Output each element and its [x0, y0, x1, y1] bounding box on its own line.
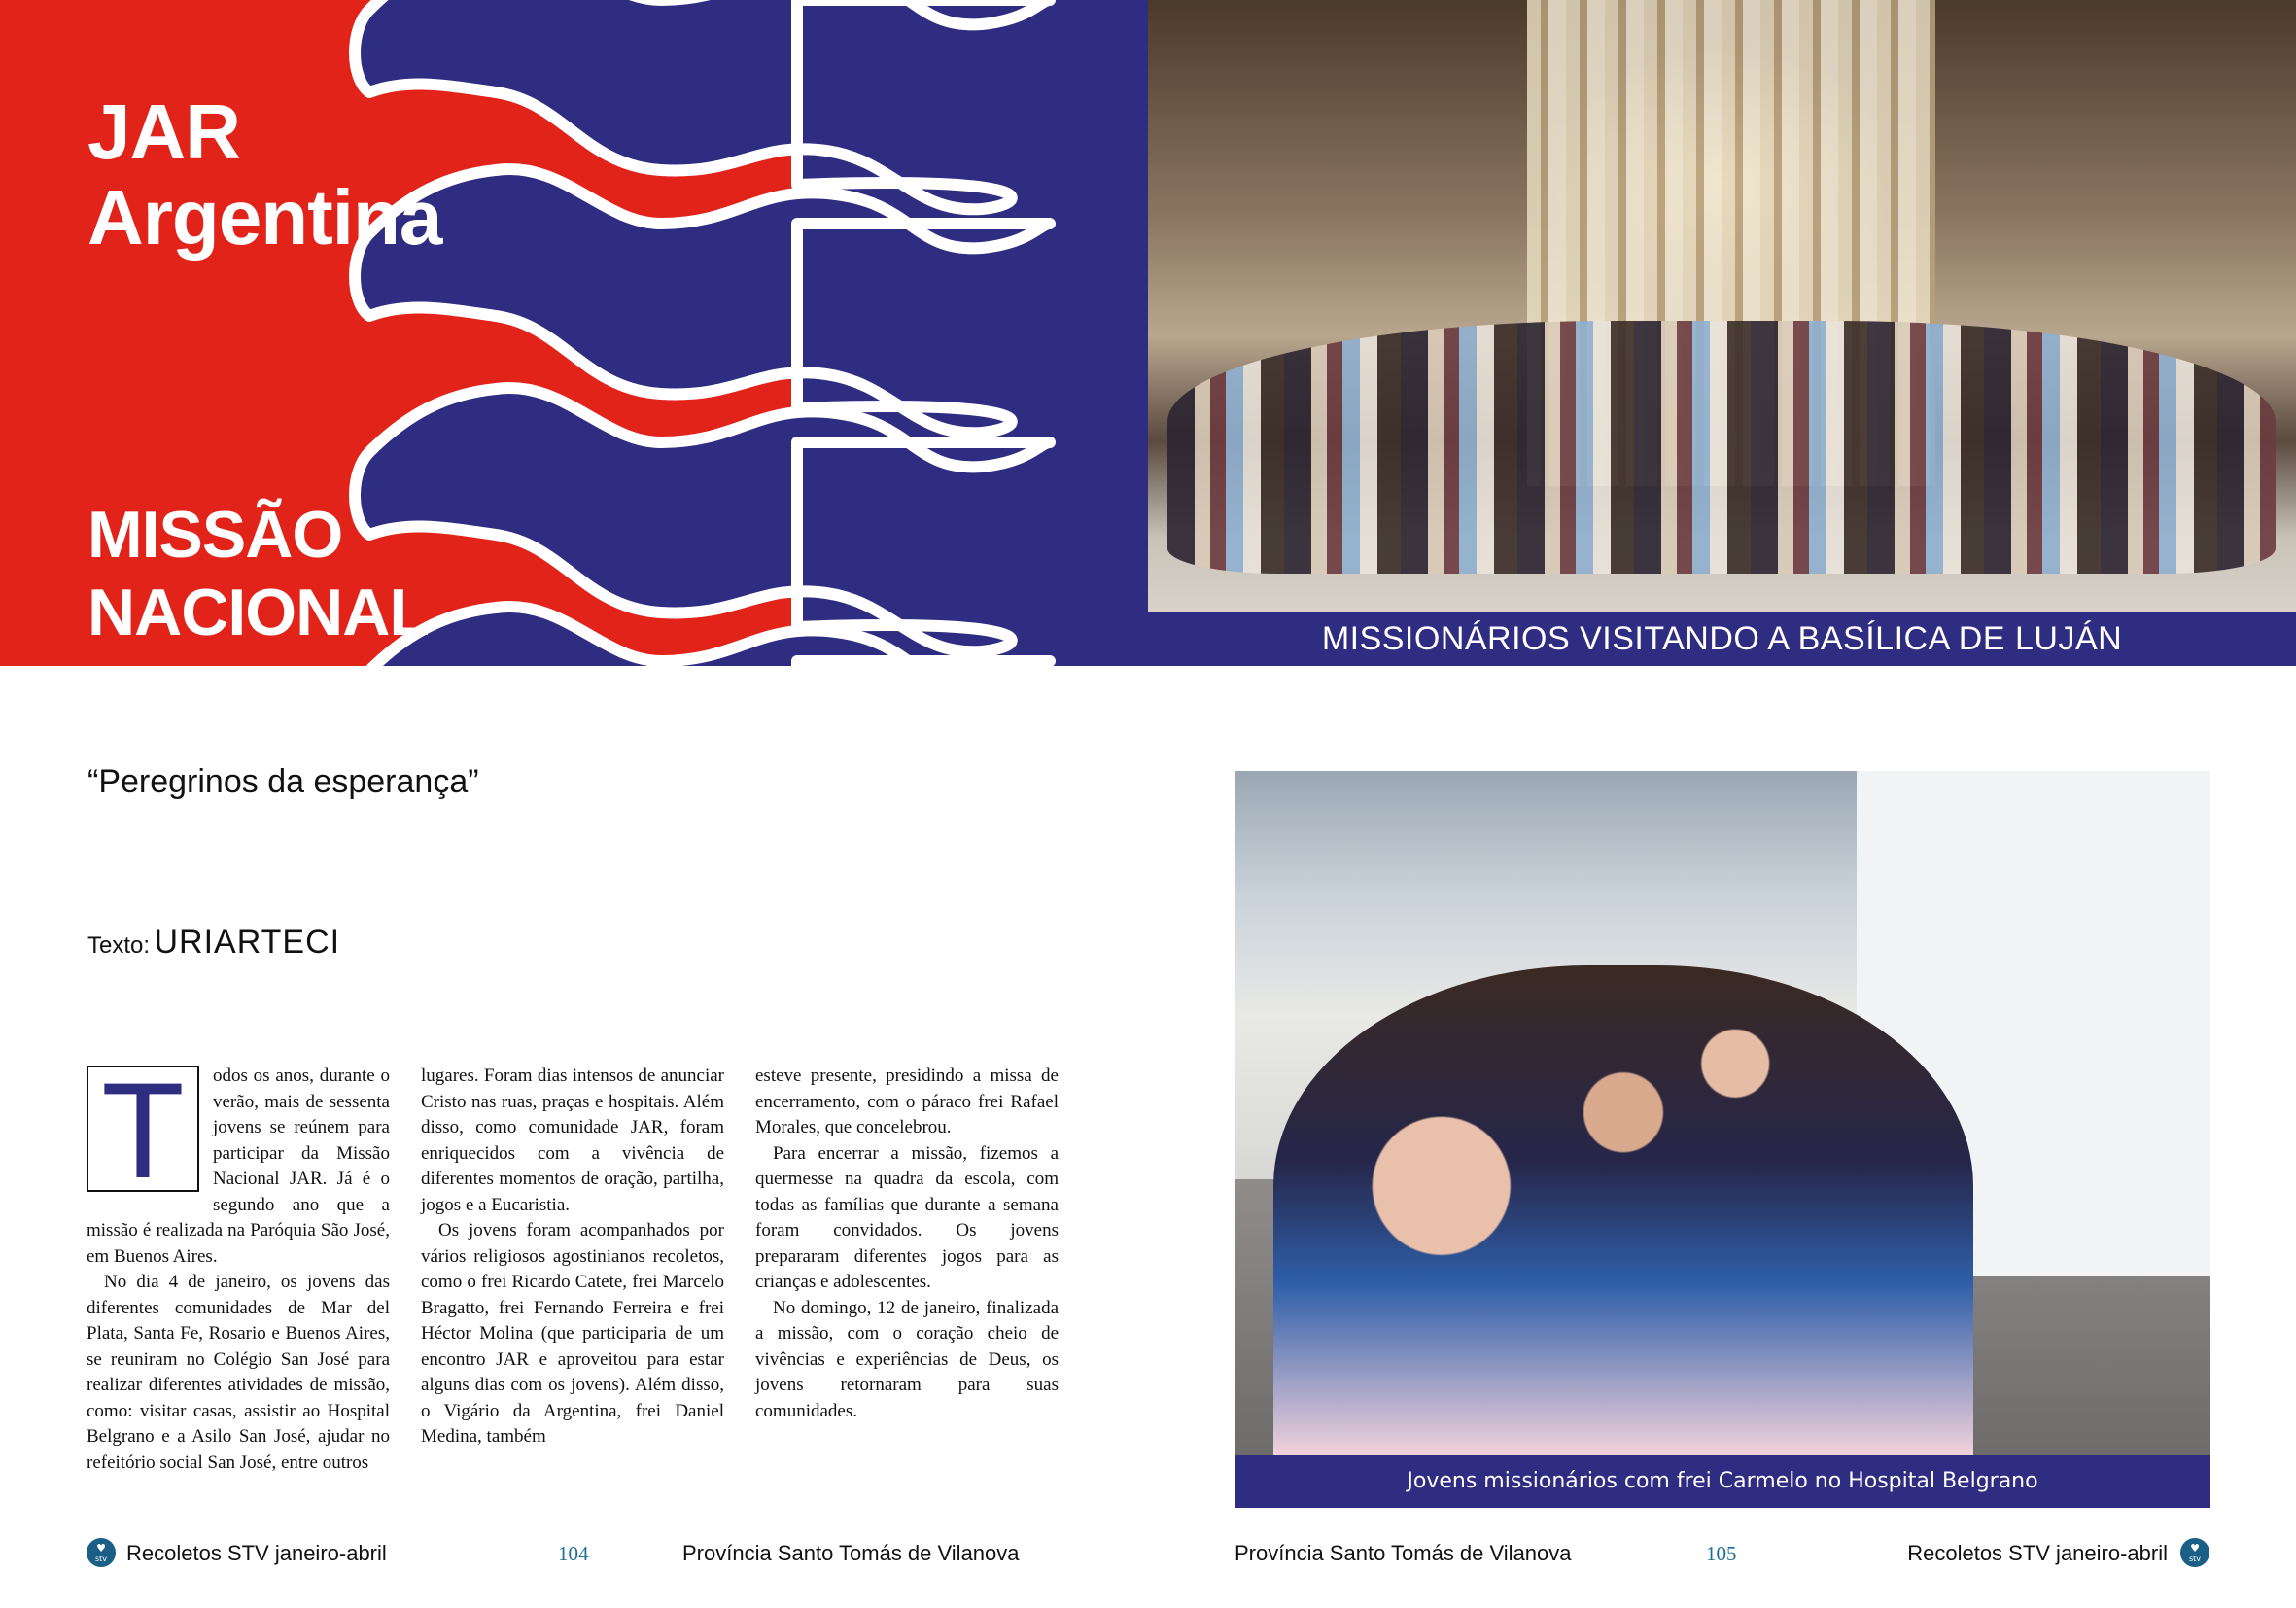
paragraph: lugares. Foram dias intensos de anunciar Cristo nas ruas, praças e hospitais. Além disso, como comunidade JAR, foram enriquecidos com a vivência de diferentes momentos de oração, partilha, jogos e a Eucaristia.: [421, 1066, 724, 1215]
article-column-3: [755, 1064, 1059, 1424]
footer-province-right: Província Santo Tomás de Vilanova: [1235, 1541, 1572, 1565]
logo-text: stv: [2188, 1555, 2202, 1563]
article-subtitle: “Peregrinos da esperança”: [87, 763, 479, 800]
footer-province-left: Província Santo Tomás de Vilanova: [682, 1541, 1020, 1565]
basilica-group-photo: [1148, 0, 2296, 612]
hospital-selfie-photo: [1235, 771, 2210, 1455]
paragraph: odos os anos, durante o verão, mais de sessenta jovens se reúnem para participar da Missão Nacional JAR. Já é o segundo ano que a missão é realizada na Paróquia São José, em Buenos Aires.: [87, 1066, 390, 1267]
section-title: [87, 496, 429, 651]
byline: [87, 924, 340, 961]
stv-chalice-logo-icon: [2180, 1538, 2209, 1567]
top-photo-caption: MISSIONÁRIOS VISITANDO A BASÍLICA DE LUJÁN: [1148, 612, 2296, 666]
page-number-right: 105: [1706, 1542, 1737, 1565]
paragraph: Para encerrar a missão, fizemos a quermesse na quadra da escola, com todas as famílias que durante a semana foram convidados. Os jovens prepararam diferentes jogos para as crianças e adolescentes.: [755, 1142, 1059, 1292]
crowd-shape: [1167, 321, 2276, 574]
drop-cap: T: [87, 1066, 199, 1192]
chalice-icon: ♥: [96, 1542, 106, 1555]
page-number-left: 104: [558, 1542, 589, 1565]
chalice-icon: ♥: [2190, 1542, 2200, 1555]
title-jar: JAR: [87, 88, 241, 175]
byline-label: Texto:: [87, 932, 151, 959]
bottom-photo-caption: Jovens missionários com frei Carmelo no Hospital Belgrano: [1235, 1455, 2210, 1508]
paragraph: No dia 4 de janeiro, os jovens das diferentes comunidades de Mar del Plata, Santa Fe, Rosario e Buenos Aires, se reuniram no Colégio San José para realizar diferentes atividades de missão, como: visitar casas, assistir ao Hospital Belgrano e a Asilo San José, ajudar no refeitório social San José, entre outros: [87, 1272, 390, 1473]
footer-magazine-left: Recoletos STV janeiro-abril: [126, 1541, 387, 1565]
paragraph: No domingo, 12 de janeiro, finalizada a missão, com o coração cheio de vivências e experiências de Deus, os jovens retornaram para suas comunidades.: [755, 1297, 1059, 1421]
people-shape: [1273, 965, 1973, 1455]
byline-author: URIARTECI: [154, 924, 341, 961]
stv-chalice-logo-icon: [87, 1538, 116, 1567]
title-nacional: NACIONAL: [87, 576, 429, 649]
article-column-2: [421, 1064, 724, 1451]
article-column-1: [87, 1054, 390, 1476]
title-missao: MISSÃO: [87, 498, 343, 572]
paragraph: esteve presente, presidindo a missa de encerramento, com o páraco frei Rafael Morales, que concelebrou.: [755, 1066, 1059, 1137]
logo-text: stv: [94, 1555, 108, 1563]
paragraph: Os jovens foram acompanhados por vários religiosos agostinianos recoletos, como o frei Ricardo Catete, frei Marcelo Bragatto, frei Fernando Ferreira e frei Héctor Molina (que participaria de um encontro JAR e aproveitou para estar alguns dias com os jovens). Além disso, o Vigário da Argentina, frei Daniel Medina, também: [421, 1220, 724, 1447]
banner-title: [87, 89, 441, 261]
footer-magazine-right: Recoletos STV janeiro-abril: [1907, 1541, 2168, 1565]
title-banner: [0, 0, 1148, 666]
title-argentina: Argentina: [87, 174, 442, 261]
